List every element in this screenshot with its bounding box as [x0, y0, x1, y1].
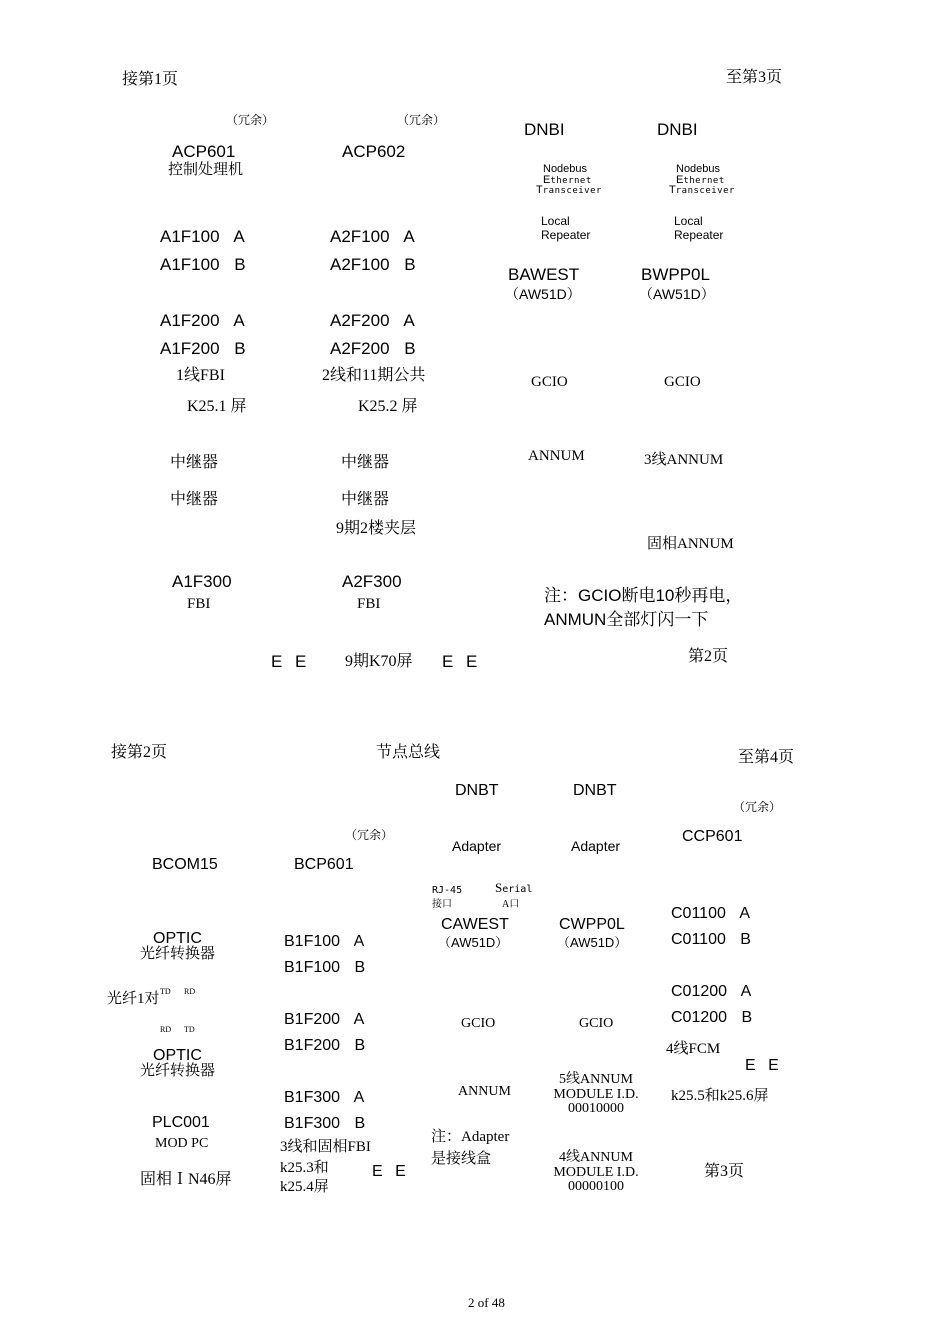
note-gcio-line2: ANMUN全部灯闪一下 [544, 610, 709, 629]
a2f300-label: A2F300 [342, 572, 402, 591]
annum-5line-module: MODULE I.D. [553, 1086, 639, 1102]
ethernet-label-1: Ethernet [543, 174, 592, 186]
k25-3-panel-line1: k25.3和 [280, 1160, 329, 1176]
bcom15-label: BCOM15 [152, 856, 218, 873]
transceiver-label-2: Transceiver [669, 184, 735, 196]
floor-9-2-label: 9期2楼夹层 [336, 520, 417, 537]
annum-5line-block [550, 1073, 642, 1117]
relay-label-4: 中继器 [341, 491, 390, 508]
local-label-1: Local [541, 214, 570, 228]
serial-label: Serial [495, 880, 533, 895]
k25-1-panel-label: K25.1 屏 [187, 398, 247, 415]
a2f200a-label: A2F200 A [330, 311, 415, 330]
acp601-description: 控制处理机 [168, 162, 244, 178]
relay-label-2: 中继器 [341, 454, 390, 471]
gcio-label-3: GCIO [461, 1016, 496, 1031]
fiber-pair-label: 光纤1对 [107, 991, 160, 1007]
dnbi-label-2: DNBI [657, 120, 698, 139]
redundant-label-acp602: （冗余） [397, 113, 446, 127]
b1f300a-label: B1F300 A [284, 1089, 365, 1106]
local-label-2: Local [674, 214, 703, 228]
a1f100a-label: A1F100 A [160, 227, 245, 246]
a1f300-fbi-label: FBI [187, 596, 211, 612]
rj45-label: RJ-45 [432, 885, 463, 896]
k25-5-panel-label: k25.5和k25.6屏 [671, 1088, 769, 1104]
annum-label-2: ANNUM [458, 1084, 511, 1099]
gcio-label-2: GCIO [664, 374, 701, 390]
a1f200b-label: A1F200 B [160, 339, 246, 358]
repeater-label-2: Repeater [674, 228, 724, 242]
c01200a-label: C01200 A [671, 983, 752, 1000]
dnbt-label-1: DNBT [455, 782, 499, 799]
td-label-2: TD [184, 1025, 195, 1034]
connect-to-page3: 至第3页 [726, 69, 783, 86]
ethernet-label-2: Ethernet [676, 174, 725, 186]
annum-5line-title: 5线ANNUM [559, 1072, 633, 1087]
line2-common-label: 2线和11期公共 [322, 367, 426, 384]
rd-label-1: RD [184, 987, 196, 996]
b1f100a-label: B1F100 A [284, 933, 365, 950]
nodebus-title: 节点总线 [376, 744, 441, 761]
a2f100b-label: A2F100 B [330, 255, 416, 274]
ee-label-1: E E [271, 652, 307, 671]
acp601-label: ACP601 [172, 142, 236, 161]
optic-description-1: 光纤转换器 [140, 946, 216, 962]
annum-4line-module: MODULE I.D. [553, 1164, 639, 1180]
rj45-port-label: 接口 [432, 899, 452, 910]
ee-label-fcm: E E [745, 1057, 779, 1074]
bwpp0l-label: BWPP0L [641, 265, 710, 284]
relay-label-3: 中继器 [170, 491, 219, 508]
c01200b-label: C01200 B [671, 1009, 753, 1026]
a1f200a-label: A1F200 A [160, 311, 245, 330]
annum-label-1: ANNUM [528, 448, 585, 464]
bcp601-label: BCP601 [294, 856, 354, 873]
annum-4line-block [550, 1151, 642, 1195]
b1f200b-label: B1F200 B [284, 1037, 366, 1054]
ee-label-2: E E [442, 652, 478, 671]
adapter-label-2: Adapter [571, 838, 621, 854]
transceiver-label-1: Transceiver [536, 184, 602, 196]
k25-2-panel-label: K25.2 屏 [358, 398, 418, 415]
redundant-label-acp601: （冗余） [226, 113, 275, 127]
a1f100b-label: A1F100 B [160, 255, 246, 274]
adapter-note-line2: 是接线盒 [431, 1151, 492, 1167]
bwpp0l-model: （AW51D） [639, 286, 715, 302]
adapter-note-line1: 注：Adapter [431, 1129, 510, 1145]
connect-from-page1: 接第1页 [122, 71, 179, 88]
a2f100a-label: A2F100 A [330, 227, 415, 246]
ccp601-label: CCP601 [682, 828, 743, 845]
dnbt-label-2: DNBT [573, 782, 617, 799]
port-a-label: A口 [502, 899, 520, 910]
nodebus-label-2: Nodebus [676, 163, 721, 175]
page-number: 2 of 48 [468, 1295, 505, 1310]
cawest-model: （AW51D） [438, 935, 509, 950]
connect-to-page4: 至第4页 [738, 749, 795, 766]
note-gcio-line1: 注：GCIO断电10秒再电， [544, 586, 743, 605]
page3-label: 第3页 [704, 1163, 745, 1180]
rd-label-2: RD [160, 1025, 172, 1034]
b1f100b-label: B1F100 B [284, 959, 366, 976]
line3-fbi-label: 3线和固相FBI [280, 1139, 371, 1155]
adapter-label-1: Adapter [452, 838, 502, 854]
c01100b-label: C01100 B [671, 931, 751, 948]
line1-fbi-label: 1线FBI [176, 367, 225, 384]
plc001-label: PLC001 [152, 1114, 210, 1131]
mod-pc-label: MOD PC [155, 1136, 209, 1151]
connect-from-page2: 接第2页 [111, 744, 168, 761]
a2f300-fbi-label: FBI [357, 596, 381, 612]
fcm-4line-label: 4线FCM [666, 1041, 721, 1057]
ee-label-b: E E [372, 1163, 406, 1180]
optic-label-2: OPTIC [153, 1047, 202, 1064]
nodebus-label-1: Nodebus [543, 163, 588, 175]
b1f300b-label: B1F300 B [284, 1115, 366, 1132]
k25-3-panel-line2: k25.4屏 [280, 1179, 329, 1195]
annum-4line-title: 4线ANNUM [559, 1150, 633, 1165]
cawest-label: CAWEST [441, 916, 509, 933]
optic-label-1: OPTIC [153, 930, 202, 947]
c01100a-label: C01100 A [671, 905, 751, 922]
bawest-model: （AW51D） [505, 286, 581, 302]
a2f200b-label: A2F200 B [330, 339, 416, 358]
bawest-label: BAWEST [508, 265, 580, 284]
td-label-1: TD [160, 987, 171, 996]
b1f200a-label: B1F200 A [284, 1011, 365, 1028]
page2-label: 第2页 [688, 648, 729, 665]
cwpp0l-label: CWPP0L [559, 916, 625, 933]
cwpp0l-model: （AW51D） [557, 935, 628, 950]
relay-label-1: 中继器 [170, 454, 219, 471]
gcio-label-1: GCIO [531, 374, 568, 390]
annum-4line-id: 00000100 [568, 1179, 624, 1195]
solid-n46-panel-label: 固相ＩN46屏 [140, 1171, 232, 1188]
a1f300-label: A1F300 [172, 572, 232, 591]
optic-description-2: 光纤转换器 [140, 1063, 216, 1079]
redundant-label-ccp: （冗余） [733, 800, 782, 814]
k70-panel-label: 9期K70屏 [345, 653, 413, 670]
gcio-label-4: GCIO [579, 1016, 614, 1031]
annum-5line-id: 00010000 [568, 1101, 624, 1117]
annum-3line-label: 3线ANNUM [644, 452, 724, 468]
solid-annum-label: 固相ANNUM [647, 536, 734, 552]
dnbi-label-1: DNBI [524, 120, 565, 139]
repeater-label-1: Repeater [541, 228, 591, 242]
acp602-label: ACP602 [342, 142, 406, 161]
redundant-label-bcp: （冗余） [345, 828, 394, 842]
